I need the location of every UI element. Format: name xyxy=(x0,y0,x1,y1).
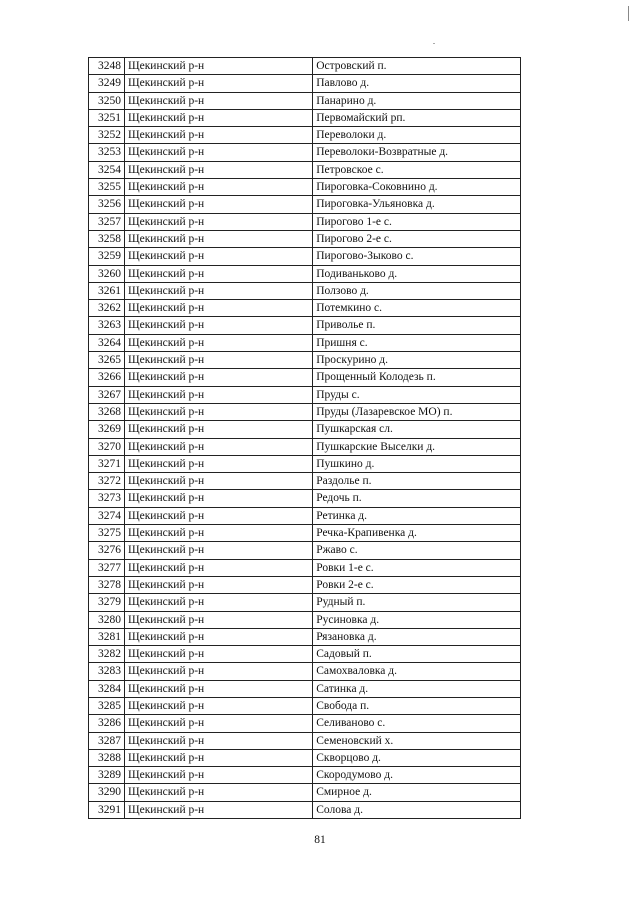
row-number-cell: 3248 xyxy=(89,58,125,75)
table-row xyxy=(89,438,521,455)
row-number-cell: 3269 xyxy=(89,421,125,438)
settlement-cell: Пироговка-Соковнино д. xyxy=(313,179,521,196)
settlement-cell: Переволоки д. xyxy=(313,127,521,144)
settlement-cell: Переволоки-Возвратные д. xyxy=(313,144,521,161)
row-number-cell: 3283 xyxy=(89,663,125,680)
row-number-cell: 3274 xyxy=(89,507,125,524)
table-row xyxy=(89,507,521,524)
settlement-cell: Подиваньково д. xyxy=(313,265,521,282)
table-row xyxy=(89,784,521,801)
district-cell: Щекинский р-н xyxy=(125,334,313,351)
settlement-cell: Ровки 2-е с. xyxy=(313,576,521,593)
settlement-cell: Островский п. xyxy=(313,58,521,75)
settlement-cell: Раздолье п. xyxy=(313,473,521,490)
district-cell: Щекинский р-н xyxy=(125,161,313,178)
settlement-cell: Пришня с. xyxy=(313,334,521,351)
table-row xyxy=(89,144,521,161)
district-cell: Щекинский р-н xyxy=(125,248,313,265)
table-body xyxy=(89,58,521,819)
settlement-cell: Пруды (Лазаревское МО) п. xyxy=(313,403,521,420)
row-number-cell: 3254 xyxy=(89,161,125,178)
row-number-cell: 3268 xyxy=(89,403,125,420)
table-row xyxy=(89,92,521,109)
settlement-cell: Потемкино с. xyxy=(313,300,521,317)
table-row xyxy=(89,490,521,507)
row-number-cell: 3286 xyxy=(89,715,125,732)
row-number-cell: 3289 xyxy=(89,767,125,784)
row-number-cell: 3281 xyxy=(89,628,125,645)
district-cell: Щекинский р-н xyxy=(125,784,313,801)
settlement-cell: Русиновка д. xyxy=(313,611,521,628)
table-row xyxy=(89,767,521,784)
table-row xyxy=(89,300,521,317)
settlement-cell: Петровское с. xyxy=(313,161,521,178)
district-cell: Щекинский р-н xyxy=(125,507,313,524)
row-number-cell: 3259 xyxy=(89,248,125,265)
row-number-cell: 3267 xyxy=(89,386,125,403)
settlement-cell: Пруды с. xyxy=(313,386,521,403)
row-number-cell: 3285 xyxy=(89,697,125,714)
table-row xyxy=(89,403,521,420)
district-cell: Щекинский р-н xyxy=(125,92,313,109)
table-row xyxy=(89,542,521,559)
settlement-cell: Смирное д. xyxy=(313,784,521,801)
row-number-cell: 3279 xyxy=(89,594,125,611)
settlement-cell: Семеновский х. xyxy=(313,732,521,749)
table-row xyxy=(89,196,521,213)
table-row xyxy=(89,282,521,299)
row-number-cell: 3262 xyxy=(89,300,125,317)
district-cell: Щекинский р-н xyxy=(125,680,313,697)
row-number-cell: 3278 xyxy=(89,576,125,593)
table-row xyxy=(89,697,521,714)
table-row xyxy=(89,611,521,628)
settlement-cell: Ржаво с. xyxy=(313,542,521,559)
table-row xyxy=(89,628,521,645)
table-row xyxy=(89,109,521,126)
table-row xyxy=(89,594,521,611)
settlement-cell: Приволье п. xyxy=(313,317,521,334)
district-cell: Щекинский р-н xyxy=(125,196,313,213)
district-cell: Щекинский р-н xyxy=(125,732,313,749)
row-number-cell: 3249 xyxy=(89,75,125,92)
table-row xyxy=(89,265,521,282)
table-row xyxy=(89,801,521,818)
table-row xyxy=(89,525,521,542)
settlement-cell: Пушкино д. xyxy=(313,455,521,472)
district-cell: Щекинский р-н xyxy=(125,767,313,784)
row-number-cell: 3275 xyxy=(89,525,125,542)
district-cell: Щекинский р-н xyxy=(125,559,313,576)
row-number-cell: 3273 xyxy=(89,490,125,507)
settlement-cell: Павлово д. xyxy=(313,75,521,92)
row-number-cell: 3250 xyxy=(89,92,125,109)
row-number-cell: 3271 xyxy=(89,455,125,472)
row-number-cell: 3266 xyxy=(89,369,125,386)
settlement-cell: Пирогово-Зыково с. xyxy=(313,248,521,265)
settlement-cell: Пирогово 2-е с. xyxy=(313,230,521,247)
table-row xyxy=(89,179,521,196)
row-number-cell: 3290 xyxy=(89,784,125,801)
table-row xyxy=(89,161,521,178)
table-row xyxy=(89,75,521,92)
table-row xyxy=(89,213,521,230)
settlements-table xyxy=(88,57,521,819)
district-cell: Щекинский р-н xyxy=(125,697,313,714)
table-row xyxy=(89,127,521,144)
table-row xyxy=(89,455,521,472)
district-cell: Щекинский р-н xyxy=(125,594,313,611)
table-row xyxy=(89,421,521,438)
table-row xyxy=(89,559,521,576)
settlement-cell: Первомайский рп. xyxy=(313,109,521,126)
row-number-cell: 3256 xyxy=(89,196,125,213)
district-cell: Щекинский р-н xyxy=(125,403,313,420)
district-cell: Щекинский р-н xyxy=(125,58,313,75)
district-cell: Щекинский р-н xyxy=(125,230,313,247)
scan-margin-mark xyxy=(628,6,629,21)
settlement-cell: Прощенный Колодезь п. xyxy=(313,369,521,386)
settlement-cell: Пироговка-Ульяновка д. xyxy=(313,196,521,213)
settlement-cell: Пирогово 1-е с. xyxy=(313,213,521,230)
district-cell: Щекинский р-н xyxy=(125,801,313,818)
district-cell: Щекинский р-н xyxy=(125,542,313,559)
scan-speck xyxy=(433,43,435,44)
table-row xyxy=(89,248,521,265)
row-number-cell: 3258 xyxy=(89,230,125,247)
table-row xyxy=(89,230,521,247)
row-number-cell: 3277 xyxy=(89,559,125,576)
district-cell: Щекинский р-н xyxy=(125,749,313,766)
district-cell: Щекинский р-н xyxy=(125,611,313,628)
row-number-cell: 3284 xyxy=(89,680,125,697)
district-cell: Щекинский р-н xyxy=(125,213,313,230)
settlement-cell: Пушкарские Выселки д. xyxy=(313,438,521,455)
settlement-cell: Редочь п. xyxy=(313,490,521,507)
row-number-cell: 3255 xyxy=(89,179,125,196)
settlement-cell: Самохваловка д. xyxy=(313,663,521,680)
district-cell: Щекинский р-н xyxy=(125,490,313,507)
table-row xyxy=(89,732,521,749)
district-cell: Щекинский р-н xyxy=(125,109,313,126)
settlement-cell: Садовый п. xyxy=(313,646,521,663)
settlement-cell: Солова д. xyxy=(313,801,521,818)
row-number-cell: 3264 xyxy=(89,334,125,351)
row-number-cell: 3253 xyxy=(89,144,125,161)
row-number-cell: 3257 xyxy=(89,213,125,230)
district-cell: Щекинский р-н xyxy=(125,369,313,386)
district-cell: Щекинский р-н xyxy=(125,438,313,455)
district-cell: Щекинский р-н xyxy=(125,300,313,317)
district-cell: Щекинский р-н xyxy=(125,663,313,680)
row-number-cell: 3260 xyxy=(89,265,125,282)
district-cell: Щекинский р-н xyxy=(125,352,313,369)
table-row xyxy=(89,369,521,386)
row-number-cell: 3252 xyxy=(89,127,125,144)
row-number-cell: 3272 xyxy=(89,473,125,490)
row-number-cell: 3282 xyxy=(89,646,125,663)
district-cell: Щекинский р-н xyxy=(125,646,313,663)
table-row xyxy=(89,317,521,334)
settlement-cell: Панарино д. xyxy=(313,92,521,109)
row-number-cell: 3288 xyxy=(89,749,125,766)
settlement-cell: Рязановка д. xyxy=(313,628,521,645)
table-row xyxy=(89,749,521,766)
district-cell: Щекинский р-н xyxy=(125,386,313,403)
settlement-cell: Сатинка д. xyxy=(313,680,521,697)
table-row xyxy=(89,576,521,593)
district-cell: Щекинский р-н xyxy=(125,127,313,144)
settlement-cell: Речка-Крапивенка д. xyxy=(313,525,521,542)
table-row xyxy=(89,473,521,490)
row-number-cell: 3251 xyxy=(89,109,125,126)
settlement-cell: Свобода п. xyxy=(313,697,521,714)
page-number: 81 xyxy=(314,834,326,846)
settlement-cell: Ползово д. xyxy=(313,282,521,299)
settlement-cell: Ретинка д. xyxy=(313,507,521,524)
table-row xyxy=(89,646,521,663)
row-number-cell: 3280 xyxy=(89,611,125,628)
district-cell: Щекинский р-н xyxy=(125,317,313,334)
district-cell: Щекинский р-н xyxy=(125,144,313,161)
settlement-cell: Селиваново с. xyxy=(313,715,521,732)
table-row xyxy=(89,386,521,403)
table-row xyxy=(89,715,521,732)
table-row xyxy=(89,352,521,369)
row-number-cell: 3291 xyxy=(89,801,125,818)
district-cell: Щекинский р-н xyxy=(125,421,313,438)
row-number-cell: 3287 xyxy=(89,732,125,749)
district-cell: Щекинский р-н xyxy=(125,715,313,732)
district-cell: Щекинский р-н xyxy=(125,473,313,490)
settlement-cell: Пушкарская сл. xyxy=(313,421,521,438)
table-row xyxy=(89,334,521,351)
settlement-cell: Скворцово д. xyxy=(313,749,521,766)
district-cell: Щекинский р-н xyxy=(125,75,313,92)
row-number-cell: 3270 xyxy=(89,438,125,455)
row-number-cell: 3261 xyxy=(89,282,125,299)
settlement-cell: Проскурино д. xyxy=(313,352,521,369)
table-row xyxy=(89,680,521,697)
row-number-cell: 3263 xyxy=(89,317,125,334)
district-cell: Щекинский р-н xyxy=(125,265,313,282)
row-number-cell: 3265 xyxy=(89,352,125,369)
district-cell: Щекинский р-н xyxy=(125,576,313,593)
district-cell: Щекинский р-н xyxy=(125,282,313,299)
table-row xyxy=(89,58,521,75)
settlement-cell: Ровки 1-е с. xyxy=(313,559,521,576)
settlement-cell: Скородумово д. xyxy=(313,767,521,784)
district-cell: Щекинский р-н xyxy=(125,179,313,196)
row-number-cell: 3276 xyxy=(89,542,125,559)
district-cell: Щекинский р-н xyxy=(125,455,313,472)
table-row xyxy=(89,663,521,680)
district-cell: Щекинский р-н xyxy=(125,525,313,542)
settlement-cell: Рудный п. xyxy=(313,594,521,611)
district-cell: Щекинский р-н xyxy=(125,628,313,645)
